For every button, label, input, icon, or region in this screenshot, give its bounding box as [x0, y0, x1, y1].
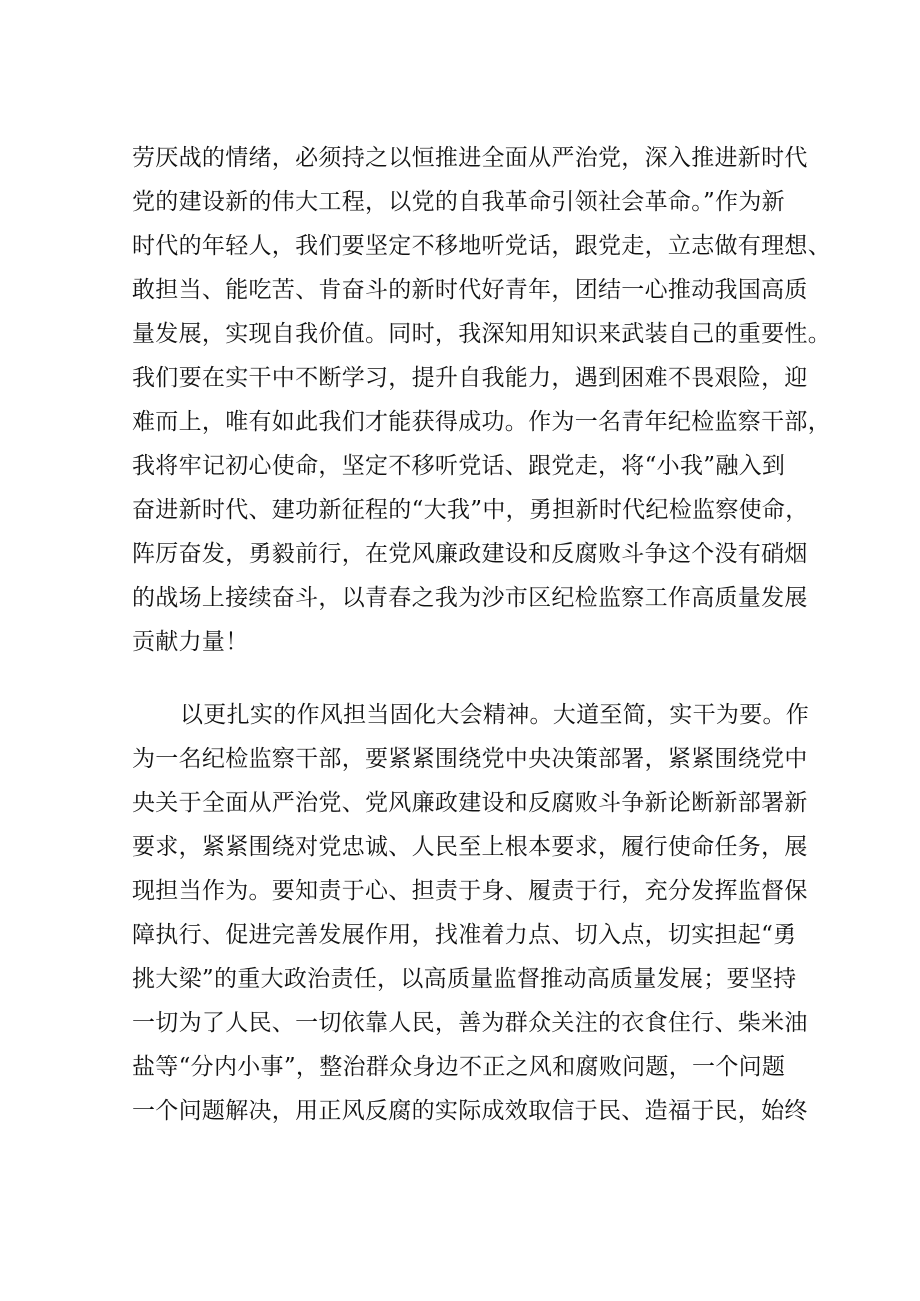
text-line: 我将牢记初心使命，坚定不移听党话、跟党走，将“小我”融入到 [132, 453, 786, 479]
text-line: 要求，紧紧围绕对党忠诚、人民至上根本要求，履行使命任务，展 [132, 834, 808, 860]
text-line: 现担当作为。要知责于心、担责于身、履责于行，充分发挥监督保 [132, 878, 808, 904]
text-line: 敢担当、能吃苦、肯奋斗的新时代好青年，团结一心推动我国高质 [132, 277, 808, 303]
text-line: 盐等“分内小事”，整治群众身边不正之风和腐败问题，一个问题 [132, 1054, 786, 1080]
text-line: 量发展，实现自我价值。同时，我深知用知识来武装自己的重要性。 [132, 321, 831, 347]
text-line: 劳厌战的情绪，必须持之以恒推进全面从严治党，深入推进新时代 [132, 145, 808, 171]
text-line: 时代的年轻人，我们要坚定不移地听党话，跟党走，立志做有理想、 [132, 233, 831, 259]
text-line: 以更扎实的作风担当固化大会精神。大道至简，实干为要。作 [180, 702, 810, 728]
text-line: 难而上，唯有如此我们才能获得成功。作为一名青年纪检监察干部， [132, 409, 831, 435]
text-line: 一个问题解决，用正风反腐的实际成效取信于民、造福于民，始终 [132, 1098, 808, 1124]
text-line: 我们要在实干中不断学习，提升自我能力，遇到困难不畏艰险，迎 [132, 365, 808, 391]
text-line: 挑大梁”的重大政治责任，以高质量监督推动高质量发展；要坚持 [132, 966, 797, 992]
text-line: 党的建设新的伟大工程，以党的自我革命引领社会革命。”作为新 [132, 189, 785, 215]
text-line: 障执行、促进完善发展作用，找准着力点、切入点，切实担起“勇 [132, 922, 797, 948]
text-line: 央关于全面从严治党、党风廉政建设和反腐败斗争新论断新部署新 [132, 790, 808, 816]
text-line: 奋进新时代、建功新征程的“大我”中，勇担新时代纪检监察使命， [132, 497, 809, 523]
text-line: 贡献力量！ [132, 629, 249, 655]
text-line: 为一名纪检监察干部，要紧紧围绕党中央决策部署，紧紧围绕党中 [132, 746, 808, 772]
text-line: 阵厉奋发，勇毅前行，在党风廉政建设和反腐败斗争这个没有硝烟 [132, 541, 808, 567]
text-line: 一切为了人民、一切依靠人民，善为群众关注的衣食住行、柴米油 [132, 1010, 808, 1036]
text-line: 的战场上接续奋斗，以青春之我为沙市区纪检监察工作高质量发展 [132, 585, 808, 611]
